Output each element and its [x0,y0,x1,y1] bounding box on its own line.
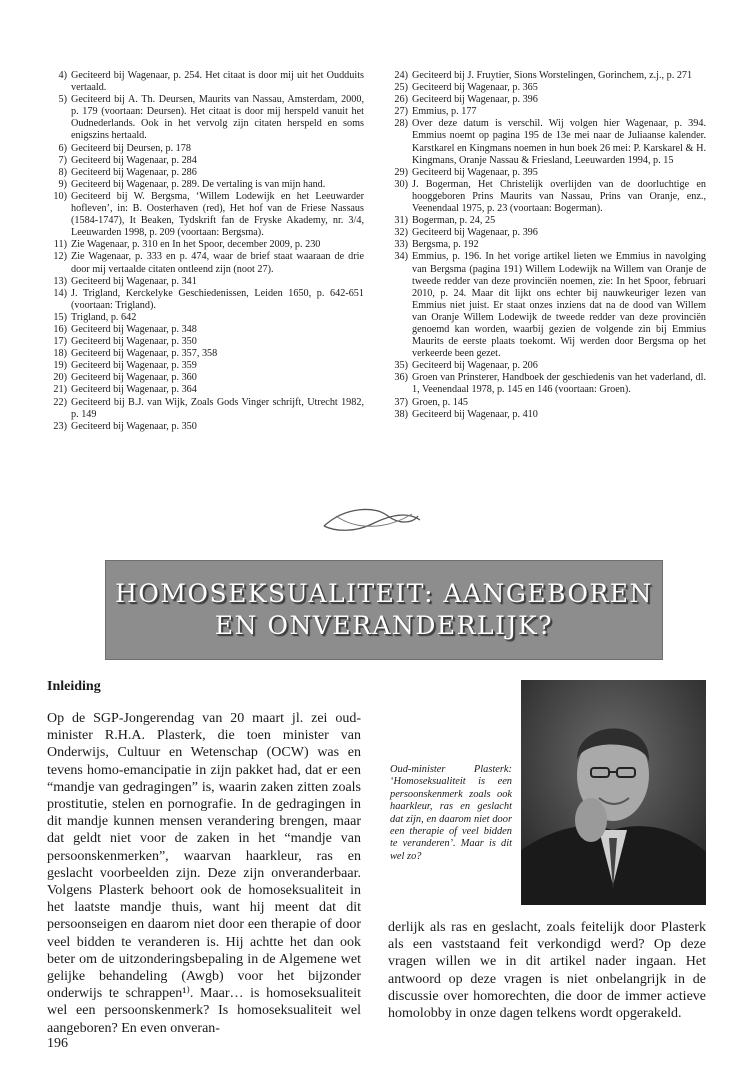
footnote [388,106,706,118]
footnote-text: Geciteerd bij Wagenaar, p. 206 [412,360,538,372]
footnote [388,167,706,179]
footnote [47,384,364,396]
footnote [388,70,706,82]
ornament-swirl-icon [316,502,426,538]
footnote-text: Groen van Prinsterer, Handboek der geschiedenis van het vaderland, dl. 1, Veenendaal 1978, p. 145 en 146 (voortaan: Groen). [412,372,706,396]
footnote [47,421,364,433]
footnote-text: J. Bogerman, Het Christelijk overlijden van de doorluchtige en hooggeboren Prins Maurits van Nassau, Prins van Oranje, enz., Veenendaal 1975, p. 23 (voortaan: Bogerman). [412,178,706,215]
footnote [388,118,706,166]
footnotes-right [388,70,706,421]
footnote-text: Bogerman, p. 24, 25 [412,215,496,227]
footnote [388,215,706,227]
footnote-text: Zie Wagenaar, p. 333 en p. 474, waar de brief staat waaraan de drie door mij vertaalde citaten ontleend zijn (noot 27). [71,251,364,275]
photo-caption: Oud-minister Plasterk: ‘Homoseksualiteit is een persoonskenmerk zoals ook haarkleur, ras en geslacht dat zijn, en daarom niet door een therapie of veel bidden te veranderen’. Maar is dit wel zo? [390,764,512,862]
article-title-line-1: HOMOSEKSUALITEIT: AANGEBOREN [115,579,653,608]
footnote-number: 28) [394,118,408,130]
footnote-number: 31) [394,215,408,227]
footnote-number: 8) [58,166,67,178]
footnote-number: 33) [394,239,408,251]
footnote [47,336,364,348]
footnote-text: Geciteerd bij Wagenaar, p. 341 [71,275,197,287]
footnote-text: Geciteerd bij Wagenaar, p. 360 [71,372,197,384]
portrait-photo [521,680,706,905]
footnote [388,360,706,372]
footnote [47,312,364,324]
footnote-text: Geciteerd bij Wagenaar, p. 365 [412,82,538,94]
footnote-text: Over deze datum is verschil. Wij volgen hier Wagenaar, p. 394. Emmius noemt op pagina 195 de 13e mei naar de Juliaanse kalender. Karstkarel en Kingmans noemen in hun boek 26 mei: P. Karskarel & H. Kingmans, Oranje Nassau & Friesland, Leeuwarden 1994, p. 15 [412,118,706,166]
footnote-number: 9) [58,178,67,190]
footnote [47,70,364,94]
page-number: 196 [47,1036,68,1051]
footnote-number: 14) [53,287,67,299]
footnote-number: 27) [394,106,408,118]
footnote-number: 13) [53,275,67,287]
footnote [388,251,706,360]
footnote [47,288,364,312]
footnote-number: 20) [53,372,67,384]
footnote-number: 16) [53,323,67,335]
footnote-text: Geciteerd bij B.J. van Wijk, Zoals Gods Vinger schrijft, Utrecht 1982, p. 149 [71,396,364,420]
footnote-number: 22) [53,396,67,408]
footnote-number: 6) [58,142,67,154]
footnote [47,167,364,179]
footnote-number: 17) [53,336,67,348]
footnote-number: 38) [394,408,408,420]
footnote-number: 7) [58,154,67,166]
footnote-text: Geciteerd bij Wagenaar, p. 286 [71,166,197,178]
footnote-number: 32) [394,227,408,239]
footnote-text: Geciteerd bij Wagenaar, p. 350 [71,336,197,348]
footnote [47,276,364,288]
footnote-text: Geciteerd bij Wagenaar, p. 396 [412,94,538,106]
footnote-number: 23) [53,420,67,432]
footnote-number: 10) [53,190,67,202]
body-text-right: derlijk als ras en geslacht, zoals feitelijk door Plasterk als een vaststaand feit verkondigd werd? Op deze vragen willen we in dit artikel nader ingaan. Het antwoord op deze vragen is niet onbelangrijk in de discussie over homorechten, die door de immer actieve homolobby in onze dagen telkens wordt opgerakeld. [388,920,706,1022]
footnote-number: 11) [53,239,67,251]
footnote-text: Geciteerd bij Wagenaar, p. 395 [412,166,538,178]
footnote-number: 21) [53,384,67,396]
footnote-text: Emmius, p. 177 [412,106,477,118]
section-heading: Inleiding [47,679,101,694]
footnote [47,191,364,239]
footnote [388,409,706,421]
footnote [47,155,364,167]
footnote-text: Bergsma, p. 192 [412,239,479,251]
article-title-banner [105,560,663,660]
footnote-number: 35) [394,360,408,372]
footnote-number: 37) [394,396,408,408]
footnote-number: 26) [394,94,408,106]
footnote-number: 5) [58,94,67,106]
body-text-left: Op de SGP-Jongerendag van 20 maart jl. zei oud-minister R.H.A. Plasterk, die toen minister van Onderwijs, Cultuur en Wetenschap (OCW) was en tevens homo-emancipatie in zijn pakket had, dat er een “mandje van gedragingen” is, waarin zaken zitten zoals prostitutie, stelen en pornografie. In de gedragingen in dit mandje kunnen mensen verandering brengen, maar dat geldt niet voor de zaken in het “mandje van persoonskenmerken”, waarvan haarkleur, ras en geslacht voorbeelden zijn. Deze zijn onveranderbaar. Volgens Plasterk behoort ook de homoseksualiteit in het laatste mandje thuis, want hij meent dat dit persoonseigen en daarom niet door een therapie of door veel bidden te veranderen is. Hij achtte het dan ook beter om de uitzonderingsbepaling in de Algemene wet gelijke behandeling (Awgb) voor het bijzonder onderwijs te schrappen¹⁾. Maar… is homoseksualiteit wel een persoonskenmerk? Is homoseksualiteit wel aangeboren? En even onveran- [47,711,361,1036]
footnote-text: Geciteerd bij A. Th. Deursen, Maurits van Nassau, Amsterdam, 2000, p. 179 (voortaan: Deursen). Het citaat is door mij herspeld vanuit het Oudnederlands. Ook in het vervolg zijn citaten herspeld en soms enigszins hertaald. [71,94,364,142]
footnote-text: Emmius, p. 196. In het vorige artikel lieten we Emmius in navolging van Bergsma (pagina 191) Willem Lodewijk na Willem van Oranje de tweede redder van deze provinciën noemen, zie: In het Spoor, februari 2010, p. 24. Maar dit lijkt ons echter bij nauwkeuriger lezen van Emmius niet juist. Er staat onzes inziens dat na de dood van Willem van Oranje Willem Lodewijk de tweede redder van deze provinciën genoemd kan worden, waarbij gezien de volgende zin bij Emmius Maurits de eerste plaats toekomt. Wij werden door Bergsma op het verkeerde been gezet. [412,251,706,360]
footnote [47,348,364,360]
footnote [388,227,706,239]
footnote-text: Geciteerd bij Wagenaar, p. 284 [71,154,197,166]
footnote-text: Geciteerd bij Wagenaar, p. 364 [71,384,197,396]
article-title-line-2: EN ONVERANDERLIJK? [214,611,554,640]
footnote [388,179,706,215]
footnote [47,251,364,275]
footnote [47,324,364,336]
footnote [388,397,706,409]
footnote-text: Geciteerd bij Deursen, p. 178 [71,142,191,154]
footnote-text: Geciteerd bij Wagenaar, p. 254. Het citaat is door mij uit het Oudduits vertaald. [71,70,364,94]
footnote-number: 24) [394,70,408,81]
footnote-text: Geciteerd bij Wagenaar, p. 350 [71,420,197,432]
footnote-number: 36) [394,372,408,384]
footnote-text: Geciteerd bij Wagenaar, p. 289. De vertaling is van mijn hand. [71,178,326,190]
footnote-number: 12) [53,251,67,263]
footnote-text: Geciteerd bij J. Fruytier, Sions Worstelingen, Gorinchem, z.j., p. 271 [412,70,693,81]
footnote-text: Geciteerd bij Wagenaar, p. 410 [412,408,538,420]
footnote [47,143,364,155]
footnote [47,239,364,251]
footnote [47,397,364,421]
footnote-text: Trigland, p. 642 [71,311,137,323]
footnote-text: Groen, p. 145 [412,396,469,408]
footnote-number: 4) [58,70,67,81]
footnote-text: Geciteerd bij Wagenaar, p. 357, 358 [71,348,218,360]
footnote [388,372,706,396]
footnote [388,239,706,251]
footnote-number: 30) [394,178,408,190]
footnote-number: 18) [53,348,67,360]
footnote [388,94,706,106]
footnote-number: 34) [394,251,408,263]
footnote-text: Geciteerd bij Wagenaar, p. 348 [71,323,197,335]
footnote [47,372,364,384]
footnote [47,94,364,142]
footnotes-left [47,70,364,433]
footnote-text: Geciteerd bij Wagenaar, p. 359 [71,360,197,372]
footnote [388,82,706,94]
footnote-text: Geciteerd bij W. Bergsma, ‘Willem Lodewijk en het Leeuwarder hofleven’, in: B. Oosterhaven (red), Het hof van de Friese Nassaus (1584-1747), It Beaken, Tydskrift fan de Fryske Akademy, nr. 3/4, Leeuwarden 1998, p. 209 (voortaan: Bergsma). [71,190,364,239]
footnote-text: Geciteerd bij Wagenaar, p. 396 [412,227,538,239]
footnote-text: Zie Wagenaar, p. 310 en In het Spoor, december 2009, p. 230 [71,239,321,251]
footnote [47,360,364,372]
footnote-number: 19) [53,360,67,372]
footnote-number: 29) [394,166,408,178]
footnote [47,179,364,191]
footnote-number: 15) [53,311,67,323]
footnote-number: 25) [394,82,408,94]
footnote-text: J. Trigland, Kerckelyke Geschiedenissen, Leiden 1650, p. 642-651 (voortaan: Trigland). [71,287,364,311]
